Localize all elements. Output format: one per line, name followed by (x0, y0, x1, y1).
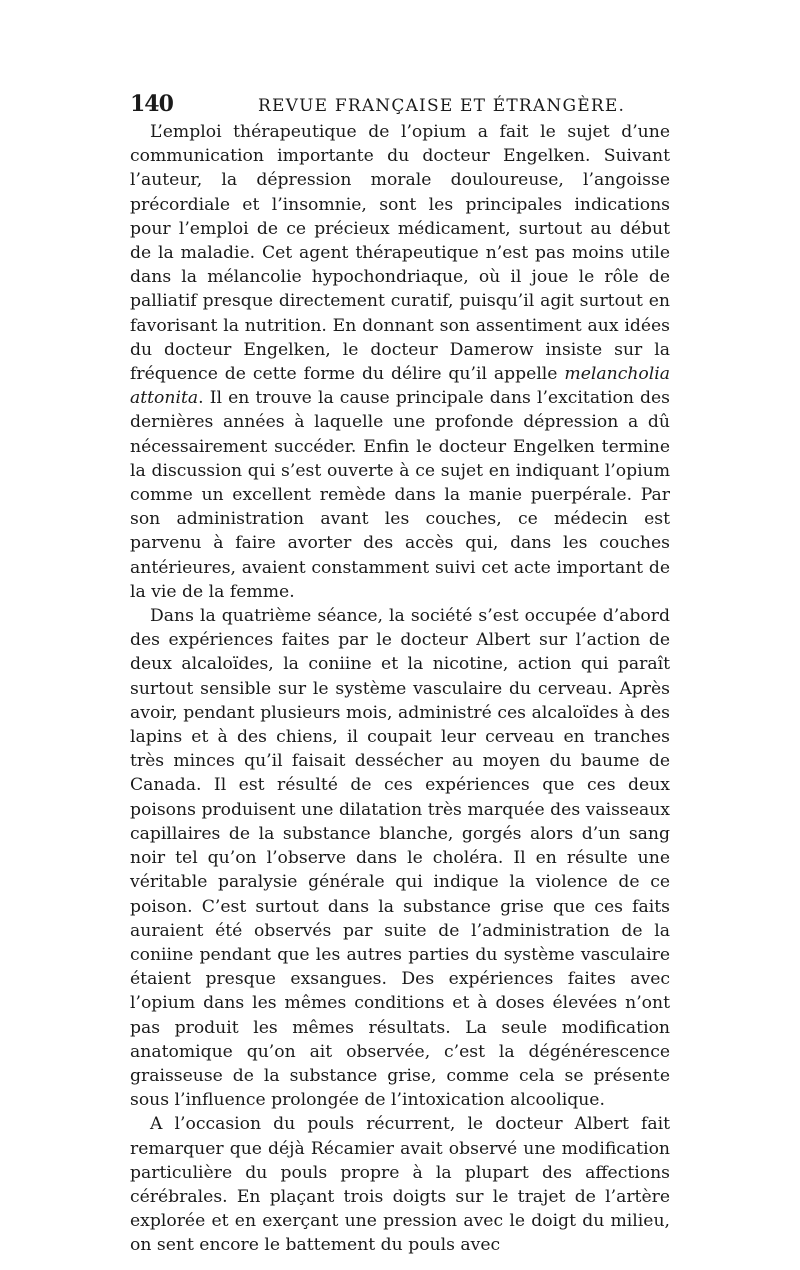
paragraph-recurrent-pulse: A l’occasion du pouls récurrent, le docteur Albert fait remarquer que déjà Récamier avait observé une modification particulière du pouls propre à la plupart des affections cérébrales. En plaçant trois doigts sur le trajet de l’artère explorée et en exerçant une pression avec le doigt du milieu, on sent encore le battement du pouls avec (130, 1114, 670, 1256)
page-number: 140 (130, 91, 173, 117)
paragraph-fourth-session: Dans la quatrième séance, la société s’est occupée d’abord des expériences faites par le docteur Albert sur l’action de deux alcaloïdes, la coniine et la nicotine, action qui paraît surtout sensible sur le système vasculaire du cerveau. Après avoir, pendant plusieurs mois, administré ces alcaloïdes à des lapins et à des chiens, il coupait leur cerveau en tranches très minces qu’il faisait dessécher au moyen du baume de Canada. Il est résulté de ces expériences que ces deux poisons produisent une dilatation très marquée des vaisseaux capillaires de la substance blanche, gorgés alors d’un sang noir tel qu’on l’observe dans le choléra. Il en résulte une véritable paralysie générale qui indique la violence de ce poison. C’est surtout dans la substance grise que ces faits auraient été observés par suite de l’administration de la coniine pendant que les autres parties du système vasculaire étaient presque exsangues. Des expériences faites avec l’opium dans les mêmes conditions et à doses élevées n’ont pas produit les mêmes résultats. La seule modification anatomique qu’on ait observée, c’est la dégénérescence graisseuse de la substance grise, comme cela se présente sous l’influence prolongée de l’intoxication alcoolique. (130, 606, 670, 1111)
body-text (130, 120, 670, 1258)
paragraph-opium-part-1: L’emploi thérapeutique de l’opium a fait le sujet d’une communication importante du docteur Engelken. Suivant l’auteur, la dépression morale douloureuse, l’angoisse précordiale et l’insomnie, sont les principales indications pour l’emploi de ce précieux médicament, surtout au début de la maladie. Cet agent thérapeutique n’est pas moins utile dans la mélancolie hypochondriaque, où il joue le rôle de palliatif presque directement curatif, puisqu’il agit surtout en favorisant la nutrition. En donnant son assentiment aux idées du docteur Engelken, le docteur Damerow insiste sur la fréquence de cette forme du délire qu’il appelle (130, 122, 670, 385)
running-head (130, 92, 670, 120)
book-page (130, 91, 670, 1256)
paragraph-opium-part-2: . Il en trouve la cause principale dans l’excitation des dernières années à laquelle une profonde dépression a dû nécessairement succéder. Enfin le docteur Engelken termine la discussion qui s’est ouverte à ce sujet en indiquant l’opium comme un excellent remède dans la manie puerpérale. Par son administration avant les couches, ce médecin est parvenu à faire avorter des accès qui, dans les couches antérieures, avaient constamment suivi cet acte important de la vie de la femme. (130, 388, 670, 602)
paragraph-opium (130, 120, 670, 604)
running-title: REVUE FRANÇAISE ET ÉTRANGÈRE. (258, 96, 626, 116)
italic-term: melancholia attonita (130, 364, 670, 409)
